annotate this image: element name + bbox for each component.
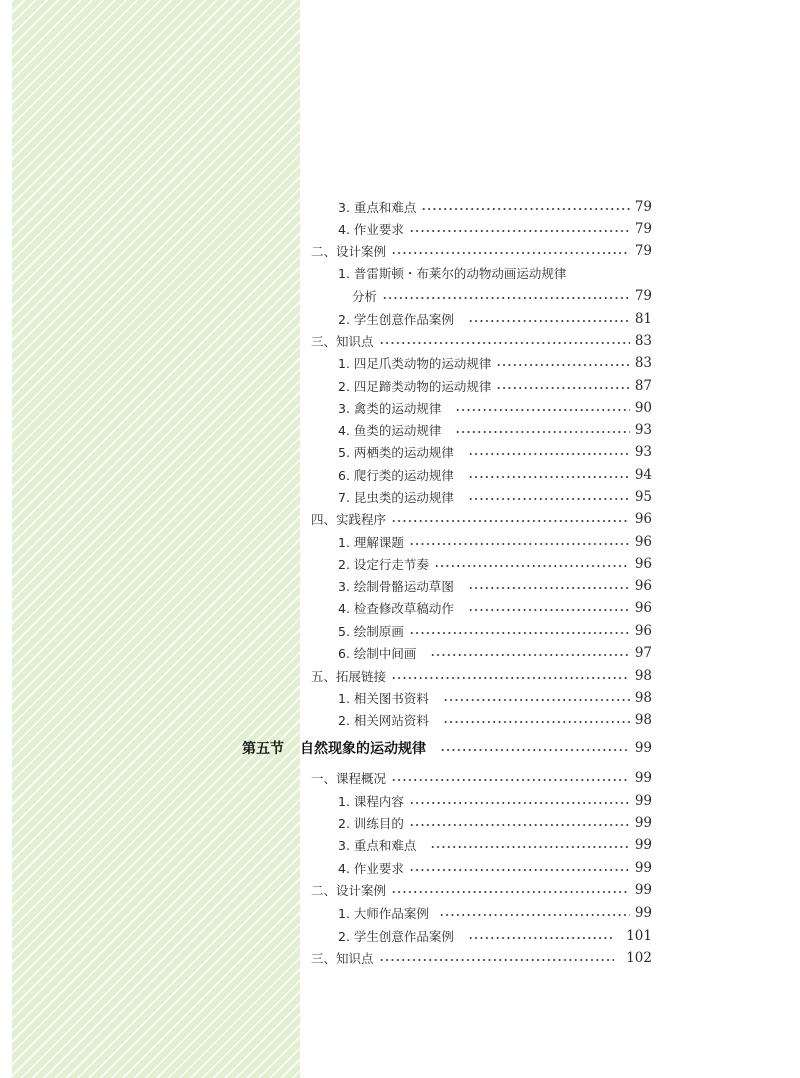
dot-leader — [496, 387, 629, 389]
dot-leader — [443, 721, 630, 723]
dot-leader — [409, 230, 630, 232]
toc-entry[interactable] — [338, 642, 652, 664]
toc-entry[interactable] — [338, 486, 652, 508]
dot-leader — [468, 587, 630, 589]
toc-entry-page: 99 — [634, 837, 652, 853]
toc-entry-page: 87 — [634, 378, 652, 394]
toc-entry-label: 2. 设定行走节奏 — [338, 557, 429, 572]
toc-entry-page: 102 — [626, 950, 652, 966]
toc-entry-label: 3. 禽类的运动规律 — [338, 401, 442, 416]
toc-entry[interactable] — [338, 308, 652, 330]
toc-entry-page: 94 — [634, 467, 652, 483]
toc-entry-label: 三、知识点 — [311, 951, 374, 966]
toc-entry[interactable] — [311, 665, 652, 687]
toc-entry-label: 4. 作业要求 — [338, 861, 404, 876]
dot-leader — [382, 297, 630, 299]
toc-entry[interactable] — [338, 419, 652, 441]
toc-entry-label: 4. 检查修改草稿动作 — [338, 601, 454, 616]
toc-entry-label: 2. 学生创意作品案例 — [338, 312, 454, 327]
dot-leader — [409, 802, 630, 804]
toc-entry[interactable] — [311, 330, 652, 352]
toc-entry-label: 1. 普雷斯顿・布莱尔的动物动画运动规律 — [338, 266, 567, 281]
toc-entry-page: 99 — [634, 740, 652, 756]
toc-entry-label: 3. 重点和难点 — [338, 838, 417, 853]
toc-entry-label: 1. 理解课题 — [338, 535, 404, 550]
toc-entry[interactable] — [338, 397, 652, 419]
toc-entry-page: 79 — [634, 199, 652, 215]
toc-entry-page: 90 — [634, 400, 652, 416]
toc-entry-page: 96 — [634, 600, 652, 616]
toc-section-heading[interactable] — [242, 736, 652, 760]
toc-entry[interactable] — [338, 902, 652, 924]
toc-entry-label: 3. 重点和难点 — [338, 200, 417, 215]
dot-leader — [379, 959, 615, 961]
toc-entry[interactable] — [338, 553, 652, 575]
dot-leader — [434, 565, 630, 567]
toc-entry[interactable] — [338, 441, 652, 463]
toc-entry-page: 83 — [634, 333, 652, 349]
dot-leader — [409, 869, 630, 871]
dot-leader — [496, 364, 629, 366]
toc-entry-label: 2. 四足蹄类动物的运动规律 — [338, 379, 492, 394]
toc-entry-page: 93 — [634, 422, 652, 438]
dot-leader — [439, 914, 630, 916]
toc-entry[interactable] — [311, 947, 652, 969]
toc-entry-page: 99 — [634, 793, 652, 809]
toc-entry-label: 2. 相关网站资料 — [338, 713, 429, 728]
toc-entry-label: 7. 昆虫类的运动规律 — [338, 490, 454, 505]
toc-entry[interactable] — [338, 352, 652, 374]
toc-entry-page: 95 — [634, 489, 652, 505]
dot-leader — [421, 208, 629, 210]
toc-entry[interactable] — [338, 790, 652, 812]
dot-leader — [391, 677, 630, 679]
toc-entry[interactable] — [338, 925, 652, 947]
dot-leader — [468, 320, 630, 322]
toc-entry[interactable] — [311, 879, 652, 901]
toc-entry-label: 6. 爬行类的运动规律 — [338, 468, 454, 483]
toc-entry-label: 4. 作业要求 — [338, 222, 404, 237]
dot-leader — [391, 891, 630, 893]
dot-leader — [379, 342, 630, 344]
toc-entry-label: 2. 学生创意作品案例 — [338, 929, 454, 944]
dot-leader — [440, 749, 630, 751]
toc-entry-page: 99 — [634, 882, 652, 898]
toc-entry[interactable] — [338, 834, 652, 856]
toc-entry-page: 101 — [626, 928, 652, 944]
toc-entry-label: 6. 绘制中间画 — [338, 646, 417, 661]
toc-entry-page: 83 — [634, 355, 652, 371]
toc-entry-label: 1. 四足爪类动物的运动规律 — [338, 356, 492, 371]
green-hatched-band — [12, 0, 300, 1078]
dot-leader — [409, 632, 630, 634]
toc-entry-label: 四、实践程序 — [311, 512, 387, 527]
dot-leader — [430, 654, 629, 656]
dot-leader — [430, 846, 629, 848]
toc-entry-page: 97 — [634, 645, 652, 661]
dot-leader — [391, 779, 630, 781]
toc-entry[interactable] — [338, 709, 652, 731]
toc-entry-label: 二、设计案例 — [311, 244, 387, 259]
toc-entry-page: 98 — [634, 668, 652, 684]
toc-entry-label: 分析 — [352, 289, 378, 304]
toc-entry[interactable] — [338, 812, 652, 834]
toc-entry[interactable] — [338, 597, 652, 619]
dot-leader — [468, 498, 630, 500]
toc-entry[interactable] — [338, 687, 652, 709]
toc-entry-page: 98 — [634, 690, 652, 706]
toc-entry[interactable] — [311, 767, 652, 789]
toc-entry-page: 81 — [634, 311, 652, 327]
dot-leader — [468, 609, 630, 611]
toc-entry-page: 93 — [634, 444, 652, 460]
toc-entry-page: 79 — [634, 221, 652, 237]
toc-entry-label: 五、拓展链接 — [311, 669, 387, 684]
dot-leader — [409, 543, 630, 545]
toc-entry-label: 二、设计案例 — [311, 883, 387, 898]
toc-entry-page: 79 — [634, 288, 652, 304]
toc-entry-page: 99 — [634, 905, 652, 921]
toc-entry-label: 三、知识点 — [311, 334, 374, 349]
dot-leader — [443, 699, 630, 701]
toc-entry[interactable] — [338, 575, 652, 597]
toc-entry[interactable] — [338, 196, 652, 218]
toc-entry-label: 4. 鱼类的运动规律 — [338, 423, 442, 438]
toc-entry-page: 99 — [634, 860, 652, 876]
toc-entry[interactable] — [338, 857, 652, 879]
dot-leader — [455, 431, 629, 433]
toc-entry[interactable] — [338, 375, 652, 397]
toc-entry[interactable] — [338, 531, 652, 553]
dot-leader — [391, 252, 630, 254]
toc-entry-label: 1. 大师作品案例 — [338, 906, 429, 921]
toc-entry-label: 1. 课程内容 — [338, 794, 404, 809]
toc-entry-label: 2. 训练目的 — [338, 816, 404, 831]
dot-leader — [468, 453, 630, 455]
toc-entry-page: 96 — [634, 578, 652, 594]
toc-entry-label: 1. 相关图书资料 — [338, 691, 429, 706]
toc-entry-page: 99 — [634, 815, 652, 831]
toc-entry[interactable] — [352, 285, 652, 307]
toc-entry-label: 5. 两栖类的运动规律 — [338, 445, 454, 460]
toc-entry-page: 99 — [634, 770, 652, 786]
toc-entry-page: 96 — [634, 534, 652, 550]
toc-entry[interactable] — [311, 240, 652, 262]
toc-entry-page: 96 — [634, 556, 652, 572]
dot-leader — [455, 409, 629, 411]
section-number: 第五节 — [242, 741, 284, 757]
toc-entry[interactable] — [338, 620, 652, 642]
dot-leader — [391, 520, 630, 522]
toc-entry[interactable] — [338, 464, 652, 486]
section-title: 自然现象的运动规律 — [300, 741, 426, 757]
dot-leader — [409, 824, 630, 826]
toc-entry[interactable] — [338, 262, 652, 284]
toc-entry-label: 5. 绘制原画 — [338, 624, 404, 639]
toc-entry-page: 98 — [634, 712, 652, 728]
toc-entry-page: 79 — [634, 243, 652, 259]
toc-entry-label: 3. 绘制骨骼运动草图 — [338, 579, 454, 594]
toc-entry-page: 96 — [634, 623, 652, 639]
dot-leader — [468, 937, 614, 939]
dot-leader — [468, 476, 630, 478]
toc-entry[interactable] — [338, 218, 652, 240]
toc-entry-label: 一、课程概况 — [311, 771, 387, 786]
toc-entry[interactable] — [311, 508, 652, 530]
toc-entry-page: 96 — [634, 511, 652, 527]
